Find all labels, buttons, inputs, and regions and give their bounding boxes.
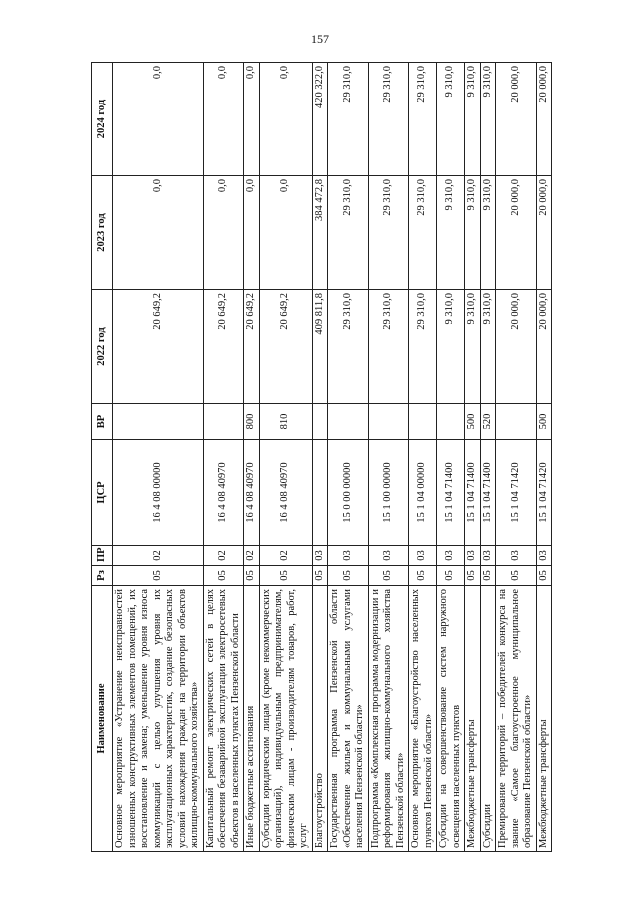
cell-vr: 810 xyxy=(259,404,312,440)
table-row xyxy=(259,63,312,852)
header-csr: ЦСР xyxy=(92,440,113,546)
cell-rz: 05 xyxy=(409,566,437,586)
cell-csr xyxy=(312,440,328,546)
cell-pr: 03 xyxy=(328,546,369,566)
cell-name: Субсидии xyxy=(480,586,496,852)
cell-vr: 500 xyxy=(465,404,481,440)
cell-vr: 500 xyxy=(536,404,552,440)
cell-2023: 384 472,8 xyxy=(312,176,328,290)
cell-vr: 800 xyxy=(244,404,260,440)
cell-name: Основное мероприятие «Устранение неисправностей изношенных конструктивных элементов помещений, их восстановление и замена; уменьшение уровня износа коммуникаций с целью улучшения уровня их эксплуатационных характеристик, создание безопасных условий нахождения граждан на территории объектов жилищно-коммунального хозяйства» xyxy=(113,586,204,852)
cell-2022: 29 310,0 xyxy=(328,290,369,404)
cell-2022: 20 649,2 xyxy=(244,290,260,404)
cell-2024: 0,0 xyxy=(203,63,244,176)
cell-2024: 20 000,0 xyxy=(536,63,552,176)
budget-table xyxy=(91,62,552,852)
cell-pr: 02 xyxy=(259,546,312,566)
cell-2024: 0,0 xyxy=(244,63,260,176)
cell-csr: 16 4 08 40970 xyxy=(244,440,260,546)
cell-2023: 29 310,0 xyxy=(409,176,437,290)
cell-csr: 15 1 04 71400 xyxy=(465,440,481,546)
table-row xyxy=(409,63,437,852)
header-pr: ПР xyxy=(92,546,113,566)
budget-table-rotated xyxy=(91,63,557,852)
cell-2024: 20 000,0 xyxy=(496,63,537,176)
cell-csr: 15 1 04 00000 xyxy=(409,440,437,546)
header-2024: 2024 год xyxy=(92,63,113,176)
table-header-row xyxy=(92,63,113,852)
cell-2024: 0,0 xyxy=(259,63,312,176)
cell-csr: 16 4 08 40970 xyxy=(203,440,244,546)
cell-2023: 9 310,0 xyxy=(465,176,481,290)
cell-name: Иные бюджетные ассигнования xyxy=(244,586,260,852)
cell-2023: 0,0 xyxy=(259,176,312,290)
cell-2024: 420 322,0 xyxy=(312,63,328,176)
cell-csr: 15 1 04 71420 xyxy=(496,440,537,546)
cell-pr: 03 xyxy=(465,546,481,566)
cell-csr: 16 4 08 00000 xyxy=(113,440,204,546)
cell-rz: 05 xyxy=(437,566,465,586)
cell-2023: 29 310,0 xyxy=(368,176,409,290)
cell-2023: 20 000,0 xyxy=(496,176,537,290)
cell-name: Межбюджетные трансферты xyxy=(536,586,552,852)
table-row xyxy=(496,63,537,852)
cell-pr: 03 xyxy=(536,546,552,566)
cell-2022: 20 649,2 xyxy=(259,290,312,404)
table-row xyxy=(437,63,465,852)
cell-2024: 9 310,0 xyxy=(437,63,465,176)
cell-rz: 05 xyxy=(496,566,537,586)
cell-2022: 20 649,2 xyxy=(203,290,244,404)
cell-vr xyxy=(328,404,369,440)
cell-2023: 0,0 xyxy=(113,176,204,290)
cell-2022: 20 649,2 xyxy=(113,290,204,404)
cell-pr: 03 xyxy=(496,546,537,566)
cell-2022: 29 310,0 xyxy=(409,290,437,404)
cell-name: Подпрограмма «Комплексная программа модернизации и реформирования жилищно-коммунального хозяйства Пензенской области» xyxy=(368,586,409,852)
table-row xyxy=(244,63,260,852)
table-row xyxy=(113,63,204,852)
cell-pr: 03 xyxy=(437,546,465,566)
cell-name: Государственная программа Пензенской области «Обеспечение жильем и коммунальными услугами населения Пензенской области» xyxy=(328,586,369,852)
cell-vr xyxy=(368,404,409,440)
header-2023: 2023 год xyxy=(92,176,113,290)
cell-name: Премирование территорий – победителей конкурса на звание «Самое благоустроенное муниципальное образование Пензенской области» xyxy=(496,586,537,852)
cell-name: Межбюджетные трансферты xyxy=(465,586,481,852)
cell-rz: 05 xyxy=(328,566,369,586)
table-row xyxy=(536,63,552,852)
header-rz: Рз xyxy=(92,566,113,586)
cell-vr xyxy=(312,404,328,440)
cell-name: Субсидии на совершенствование систем наружного освещения населенных пунктов xyxy=(437,586,465,852)
cell-name: Капитальный ремонт электрических сетей в целях обеспечения безаварийной эксплуатации электросетевых объектов в населенных пунктах Пензенской области xyxy=(203,586,244,852)
table-row xyxy=(480,63,496,852)
cell-rz: 05 xyxy=(203,566,244,586)
cell-csr: 15 1 04 71400 xyxy=(437,440,465,546)
cell-rz: 05 xyxy=(259,566,312,586)
table-row xyxy=(368,63,409,852)
cell-csr: 15 1 00 00000 xyxy=(368,440,409,546)
cell-pr: 02 xyxy=(244,546,260,566)
cell-rz: 05 xyxy=(244,566,260,586)
cell-pr: 03 xyxy=(409,546,437,566)
cell-rz: 05 xyxy=(480,566,496,586)
cell-2024: 29 310,0 xyxy=(409,63,437,176)
header-name: Наименование xyxy=(92,586,113,852)
cell-rz: 05 xyxy=(368,566,409,586)
cell-2023: 9 310,0 xyxy=(480,176,496,290)
cell-rz: 05 xyxy=(113,566,204,586)
cell-csr: 15 0 00 00000 xyxy=(328,440,369,546)
cell-rz: 05 xyxy=(312,566,328,586)
cell-2023: 20 000,0 xyxy=(536,176,552,290)
cell-2022: 20 000,0 xyxy=(496,290,537,404)
cell-2024: 0,0 xyxy=(113,63,204,176)
table-row xyxy=(312,63,328,852)
cell-name: Субсидии юридическим лицам (кроме некоммерческих организаций), индивидуальным предпринимателям, физическим лицам - производителям товаров, работ, услуг xyxy=(259,586,312,852)
header-vr: ВР xyxy=(92,404,113,440)
cell-2024: 9 310,0 xyxy=(480,63,496,176)
cell-2022: 409 811,8 xyxy=(312,290,328,404)
cell-name: Благоустройство xyxy=(312,586,328,852)
cell-pr: 02 xyxy=(113,546,204,566)
cell-2023: 9 310,0 xyxy=(437,176,465,290)
cell-2022: 29 310,0 xyxy=(368,290,409,404)
cell-pr: 03 xyxy=(480,546,496,566)
cell-rz: 05 xyxy=(465,566,481,586)
page-number: 157 xyxy=(311,32,329,46)
cell-vr xyxy=(113,404,204,440)
cell-name: Основное мероприятие «Благоустройство населенных пунктов Пензенской области» xyxy=(409,586,437,852)
cell-2023: 0,0 xyxy=(203,176,244,290)
cell-csr: 15 1 04 71400 xyxy=(480,440,496,546)
header-2022: 2022 год xyxy=(92,290,113,404)
cell-csr: 15 1 04 71420 xyxy=(536,440,552,546)
cell-2024: 29 310,0 xyxy=(328,63,369,176)
cell-vr: 520 xyxy=(480,404,496,440)
cell-2024: 29 310,0 xyxy=(368,63,409,176)
cell-vr xyxy=(409,404,437,440)
cell-2024: 9 310,0 xyxy=(465,63,481,176)
cell-2022: 9 310,0 xyxy=(480,290,496,404)
cell-vr xyxy=(437,404,465,440)
cell-rz: 05 xyxy=(536,566,552,586)
cell-2023: 0,0 xyxy=(244,176,260,290)
cell-csr: 16 4 08 40970 xyxy=(259,440,312,546)
cell-pr: 02 xyxy=(203,546,244,566)
cell-2023: 29 310,0 xyxy=(328,176,369,290)
cell-vr xyxy=(203,404,244,440)
cell-2022: 20 000,0 xyxy=(536,290,552,404)
cell-pr: 03 xyxy=(312,546,328,566)
table-row xyxy=(203,63,244,852)
table-row xyxy=(328,63,369,852)
cell-pr: 03 xyxy=(368,546,409,566)
cell-vr xyxy=(496,404,537,440)
cell-2022: 9 310,0 xyxy=(465,290,481,404)
table-row xyxy=(465,63,481,852)
cell-2022: 9 310,0 xyxy=(437,290,465,404)
